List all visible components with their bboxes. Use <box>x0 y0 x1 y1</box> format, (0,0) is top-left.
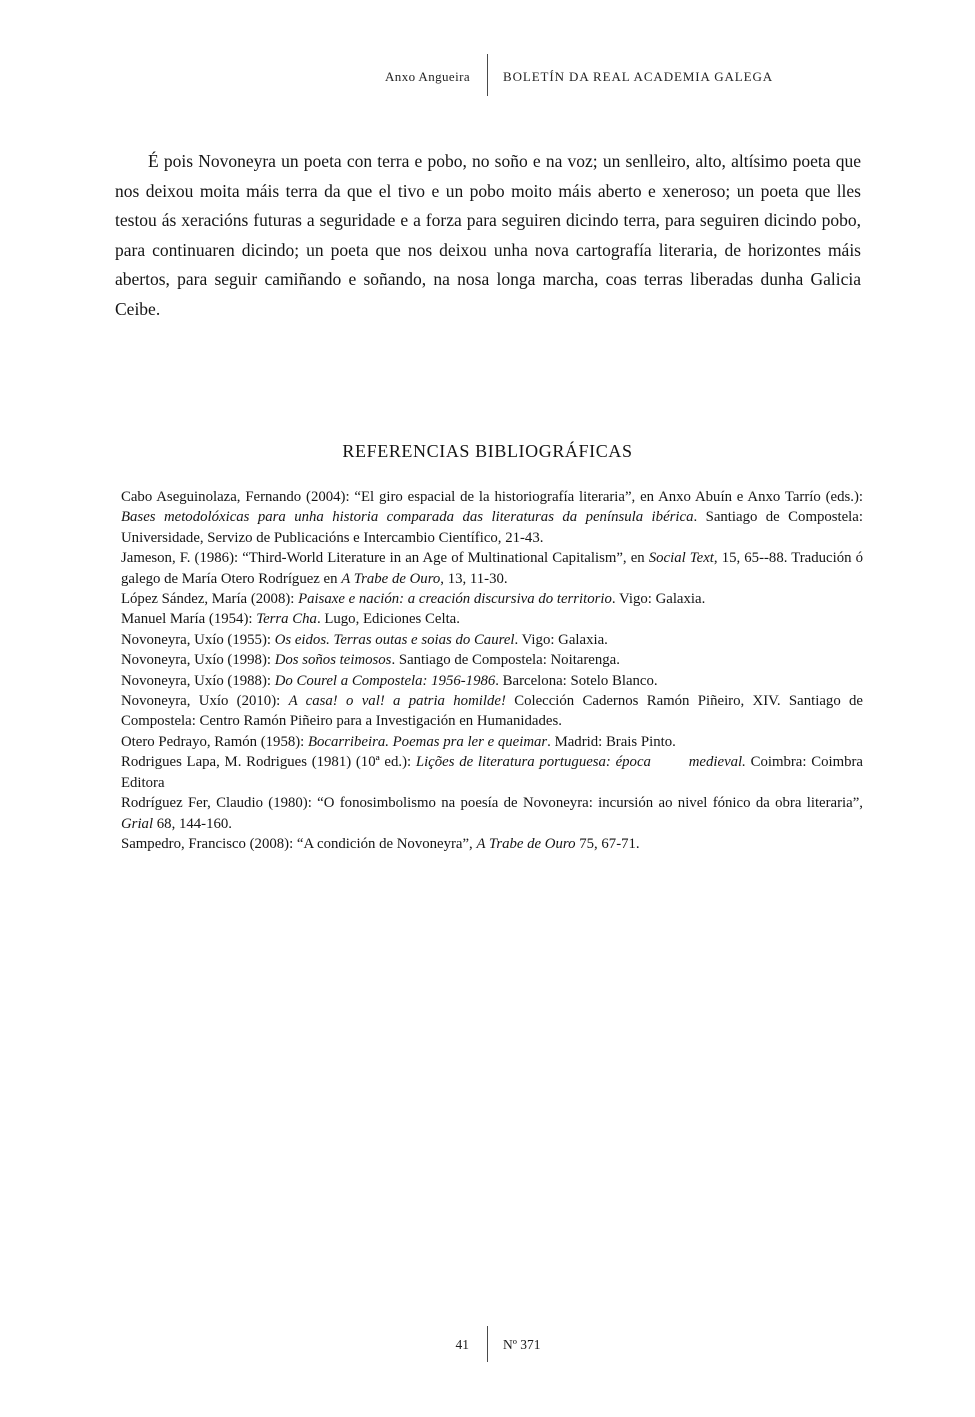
reference-entry <box>121 732 863 752</box>
reference-text: Sampedro, Francisco (2008): “A condición de Novoneyra”, <box>121 835 477 852</box>
reference-entry <box>121 487 863 548</box>
reference-text: Novoneyra, Uxío (1988): <box>121 672 275 689</box>
footer-divider <box>487 1326 488 1362</box>
reference-entry <box>121 671 863 691</box>
reference-text: Colección Cadernos Ramón Piñeiro, XIV. Santiago de Compostela: Centro Ramón Piñeiro para a Investigación en Humanidades. <box>121 693 864 730</box>
page-header <box>0 62 975 96</box>
reference-entry <box>121 752 863 793</box>
reference-text: . Vigo: Galaxia. <box>514 631 608 648</box>
reference-title: A casa! o val! a patria homilde! <box>288 693 506 710</box>
footer-page-number: 41 <box>455 1337 469 1352</box>
reference-text: Rodrigues Lapa, M. Rodrigues (1981) (10ª ed.): <box>121 754 416 771</box>
reference-text: 75, 67-71. <box>575 835 640 852</box>
reference-title: Bases metodolóxicas para unha historia comparada das literaturas da península ibérica <box>121 509 694 526</box>
reference-text: Jameson, F. (1986): “Third-World Literature in an Age of Multinational Capitalism”, en <box>121 550 649 567</box>
reference-title: Terra Cha <box>256 611 317 628</box>
reference-title: A Trabe de Ouro <box>341 570 441 587</box>
reference-entry <box>121 834 863 854</box>
reference-text: , 15, 65--88. Tradución ó galego de María Otero Rodríguez en <box>121 550 863 587</box>
references-list <box>121 487 863 854</box>
body-paragraph: É pois Novoneyra un poeta con terra e pobo, no soño e na voz; un senlleiro, alto, altísimo poeta que nos deixou moita máis terra da que el tivo e un pobo moito máis aberto e xeneroso; un poeta que lles testou ás xeracións futuras a seguridade e a forza para seguiren dicindo terra, para seguiren dicindo pobo, para continuaren dicindo; un poeta que nos deixou unha nova cartografía literaria, de horizontes máis abertos, para seguir camiñando e soñando, na nosa longa marcha, coas terras liberadas dunha Galicia Ceibe. <box>115 151 861 319</box>
reference-text: 68, 144-160. <box>153 815 232 832</box>
reference-text: Manuel María (1954): <box>121 611 257 628</box>
reference-title: Social Text <box>648 550 714 567</box>
reference-title: Dos soños teimosos <box>274 652 392 669</box>
reference-title: Lições de literatura portuguesa: época medieval. <box>415 754 746 771</box>
reference-entry <box>121 650 863 670</box>
reference-text: . Madrid: Brais Pinto. <box>547 733 676 750</box>
header-divider <box>487 54 488 96</box>
footer-issue-number: Nº 371 <box>503 1337 541 1352</box>
reference-text: Novoneyra, Uxío (1998): <box>121 652 275 669</box>
reference-text: Rodríguez Fer, Claudio (1980): “O fonosimbolismo na poesía de Novoneyra: incursión ao nivel fónico da obra literaria”, <box>121 795 863 812</box>
reference-text: Novoneyra, Uxío (1955): <box>121 631 275 648</box>
reference-text: . Lugo, Ediciones Celta. <box>316 611 460 628</box>
reference-title: Bocarribeira. Poemas pra ler e queimar <box>307 733 548 750</box>
reference-text: Otero Pedrayo, Ramón (1958): <box>121 733 308 750</box>
header-journal-title: BOLETÍN DA REAL ACADEMIA GALEGA <box>503 69 774 84</box>
reference-text: Cabo Aseguinolaza, Fernando (2004): “El giro espacial de la historiografía literaria”, en Anxo Abuín e Anxo Tarrío (eds.): <box>121 489 863 505</box>
reference-title: A Trabe de Ouro <box>476 835 576 852</box>
reference-text: López Sández, María (2008): <box>121 591 299 608</box>
reference-title: Grial <box>121 815 154 832</box>
reference-text: . Santiago de Compostela: Universidade, Servizo de Publicacións e Intercambio Científico, 21-43. <box>121 509 863 546</box>
reference-title: Paisaxe e nación: a creación discursiva do territorio <box>298 591 612 608</box>
reference-title: Os eidos. Terras outas e soias do Caurel <box>274 631 515 648</box>
reference-entry <box>121 548 863 589</box>
page-footer <box>0 1328 975 1364</box>
reference-text: . Barcelona: Sotelo Blanco. <box>495 672 658 689</box>
reference-text: , 13, 11-30. <box>440 570 508 587</box>
reference-text: . Vigo: Galaxia. <box>611 591 706 608</box>
reference-title: Do Courel a Compostela: 1956-1986 <box>274 672 496 689</box>
reference-text: . Santiago de Compostela: Noitarenga. <box>391 652 620 669</box>
header-author: Anxo Angueira <box>385 69 470 84</box>
reference-entry <box>121 691 863 732</box>
reference-entry <box>121 793 863 834</box>
reference-entry <box>121 589 863 609</box>
reference-text: Coimbra: Coimbra Editora <box>121 754 863 791</box>
reference-entry <box>121 609 863 629</box>
reference-entry <box>121 630 863 650</box>
reference-text: Novoneyra, Uxío (2010): <box>121 693 289 710</box>
references-heading: REFERENCIAS BIBLIOGRÁFICAS <box>342 441 633 461</box>
